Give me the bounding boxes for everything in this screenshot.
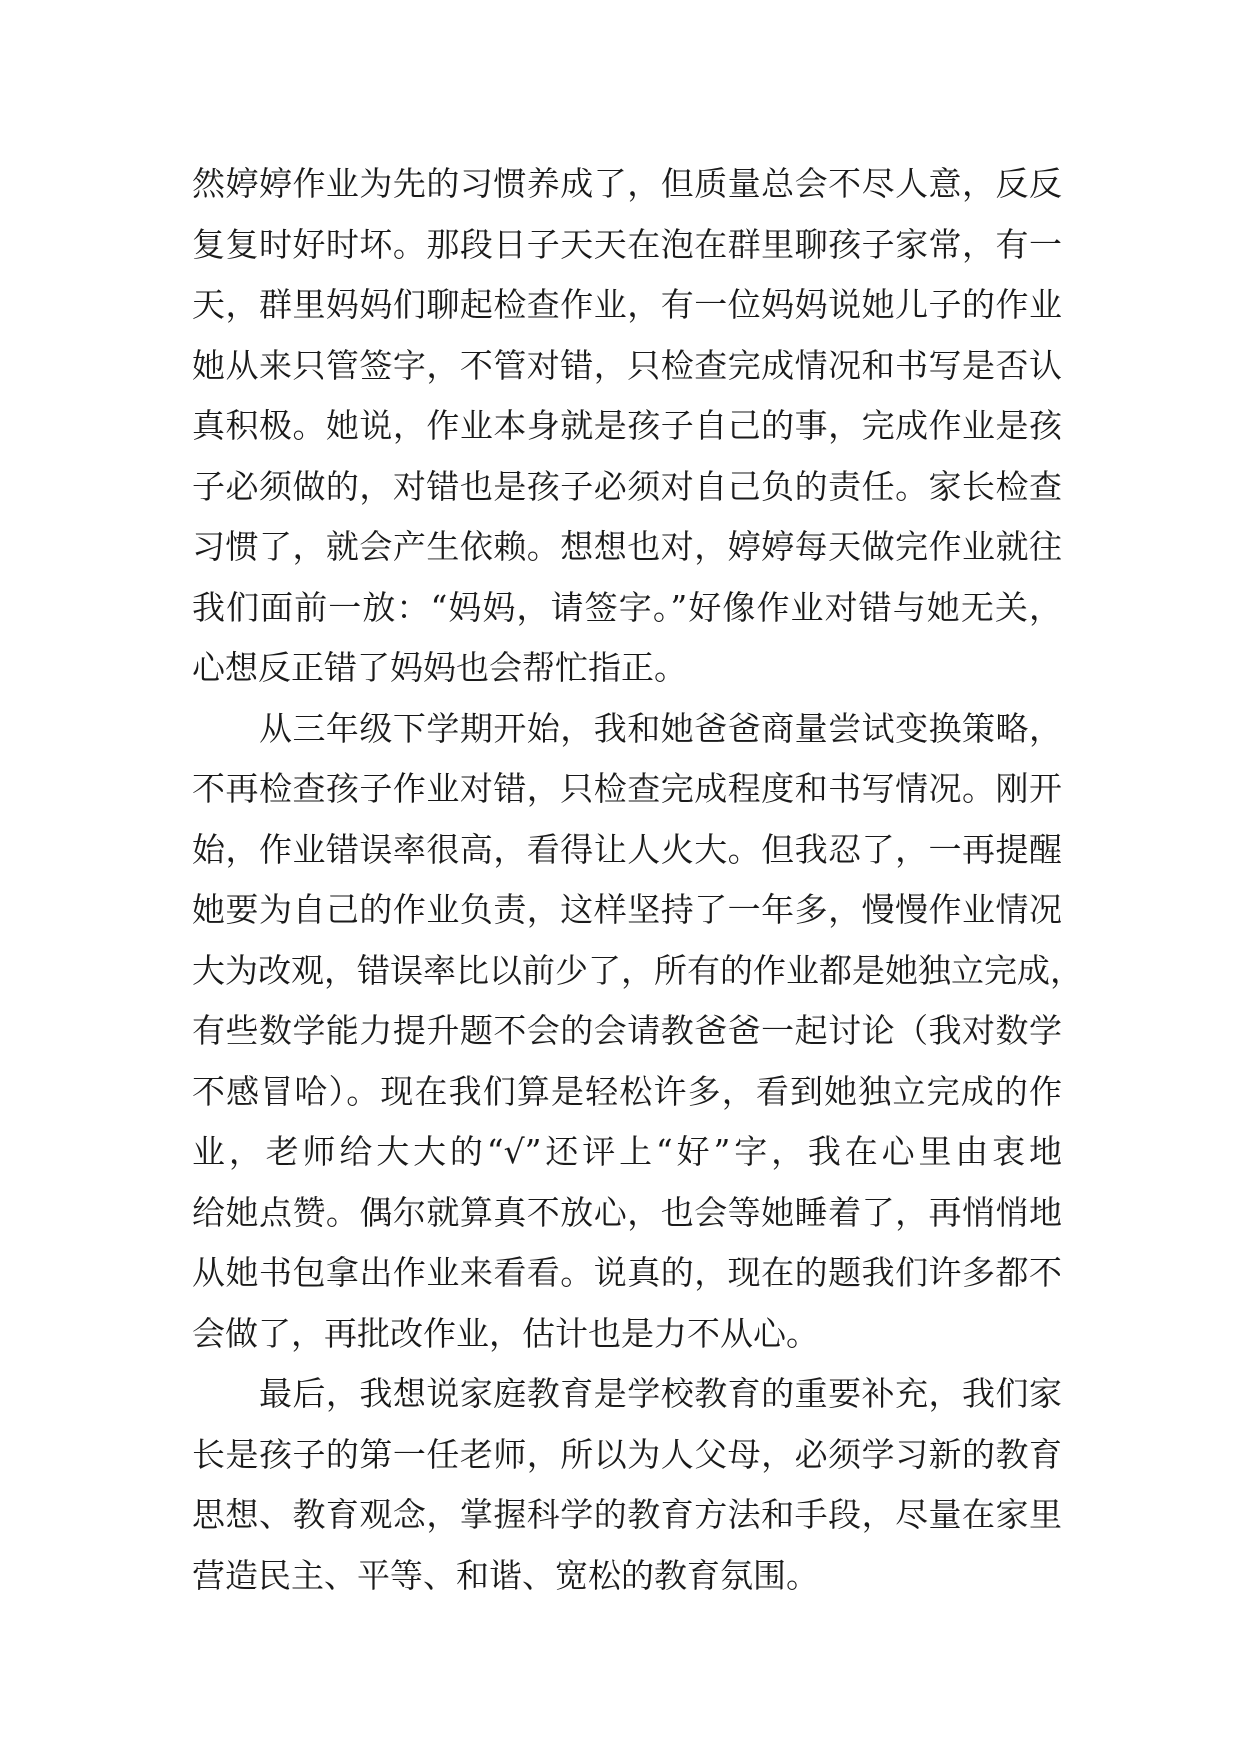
text-line: 她要为自己的作业负责，这样坚持了一年多，慢慢作业情况 — [192, 890, 1062, 929]
text-line: 长是孩子的第一任老师，所以为人父母，必须学习新的教育 — [192, 1434, 1062, 1474]
text-line: 我们面前一放：“妈妈，请签字。”好像作业对错与她无关， — [192, 587, 1062, 627]
text-line: 思想、教育观念，掌握科学的教育方法和手段，尽量在家里 — [192, 1495, 1062, 1534]
text-line: 心想反正错了妈妈也会帮忙指正。 — [192, 648, 687, 687]
text-line: 然婷婷作业为先的习惯养成了，但质量总会不尽人意，反反 — [192, 164, 1062, 203]
body-text — [192, 154, 1083, 1606]
text-line: 复复时好时坏。那段日子天天在泡在群里聊孩子家常，有一 — [192, 224, 1062, 264]
text-line: 从三年级下学期开始，我和她爸爸商量尝试变换策略， — [192, 708, 1062, 748]
text-line: 会做了，再批改作业，估计也是力不从心。 — [192, 1313, 819, 1353]
text-line: 不再检查孩子作业对错，只检查完成程度和书写情况。刚开 — [192, 769, 1062, 808]
text-line: 给她点赞。偶尔就算真不放心，也会等她睡着了，再悄悄地 — [192, 1192, 1062, 1232]
text-line: 习惯了，就会产生依赖。想想也对，婷婷每天做完作业就往 — [192, 527, 1062, 566]
text-line: 从她书包拿出作业来看看。说真的，现在的题我们许多都不 — [192, 1253, 1062, 1292]
text-line: 子必须做的，对错也是孩子必须对自己负的责任。家长检查 — [192, 466, 1062, 506]
text-line: 她从来只管签字，不管对错，只检查完成情况和书写是否认 — [192, 345, 1062, 385]
text-line: 不感冒哈）。现在我们算是轻松许多，看到她独立完成的作 — [192, 1071, 1062, 1111]
text-line: 最后，我想说家庭教育是学校教育的重要补充，我们家 — [192, 1374, 1062, 1413]
text-line: 业，老师给大大的“√”还评上“好”字，我在心里由衷地 — [192, 1132, 1062, 1171]
text-line: 真积极。她说，作业本身就是孩子自己的事，完成作业是孩 — [192, 406, 1062, 445]
paragraph-1 — [192, 154, 1062, 699]
text-line: 营造民主、平等、和谐、宽松的教育氛围。 — [192, 1555, 819, 1595]
text-line: 天，群里妈妈们聊起检查作业，有一位妈妈说她儿子的作业 — [192, 285, 1062, 324]
paragraph-2 — [192, 699, 1083, 1365]
text-line: 有些数学能力提升题不会的会请教爸爸一起讨论（我对数学 — [192, 1011, 1062, 1050]
text-line: 始，作业错误率很高，看得让人火大。但我忍了，一再提醒 — [192, 829, 1062, 869]
paragraph-3 — [192, 1364, 1062, 1606]
text-line: 大为改观，错误率比以前少了，所有的作业都是她独立完成， — [192, 950, 1083, 990]
